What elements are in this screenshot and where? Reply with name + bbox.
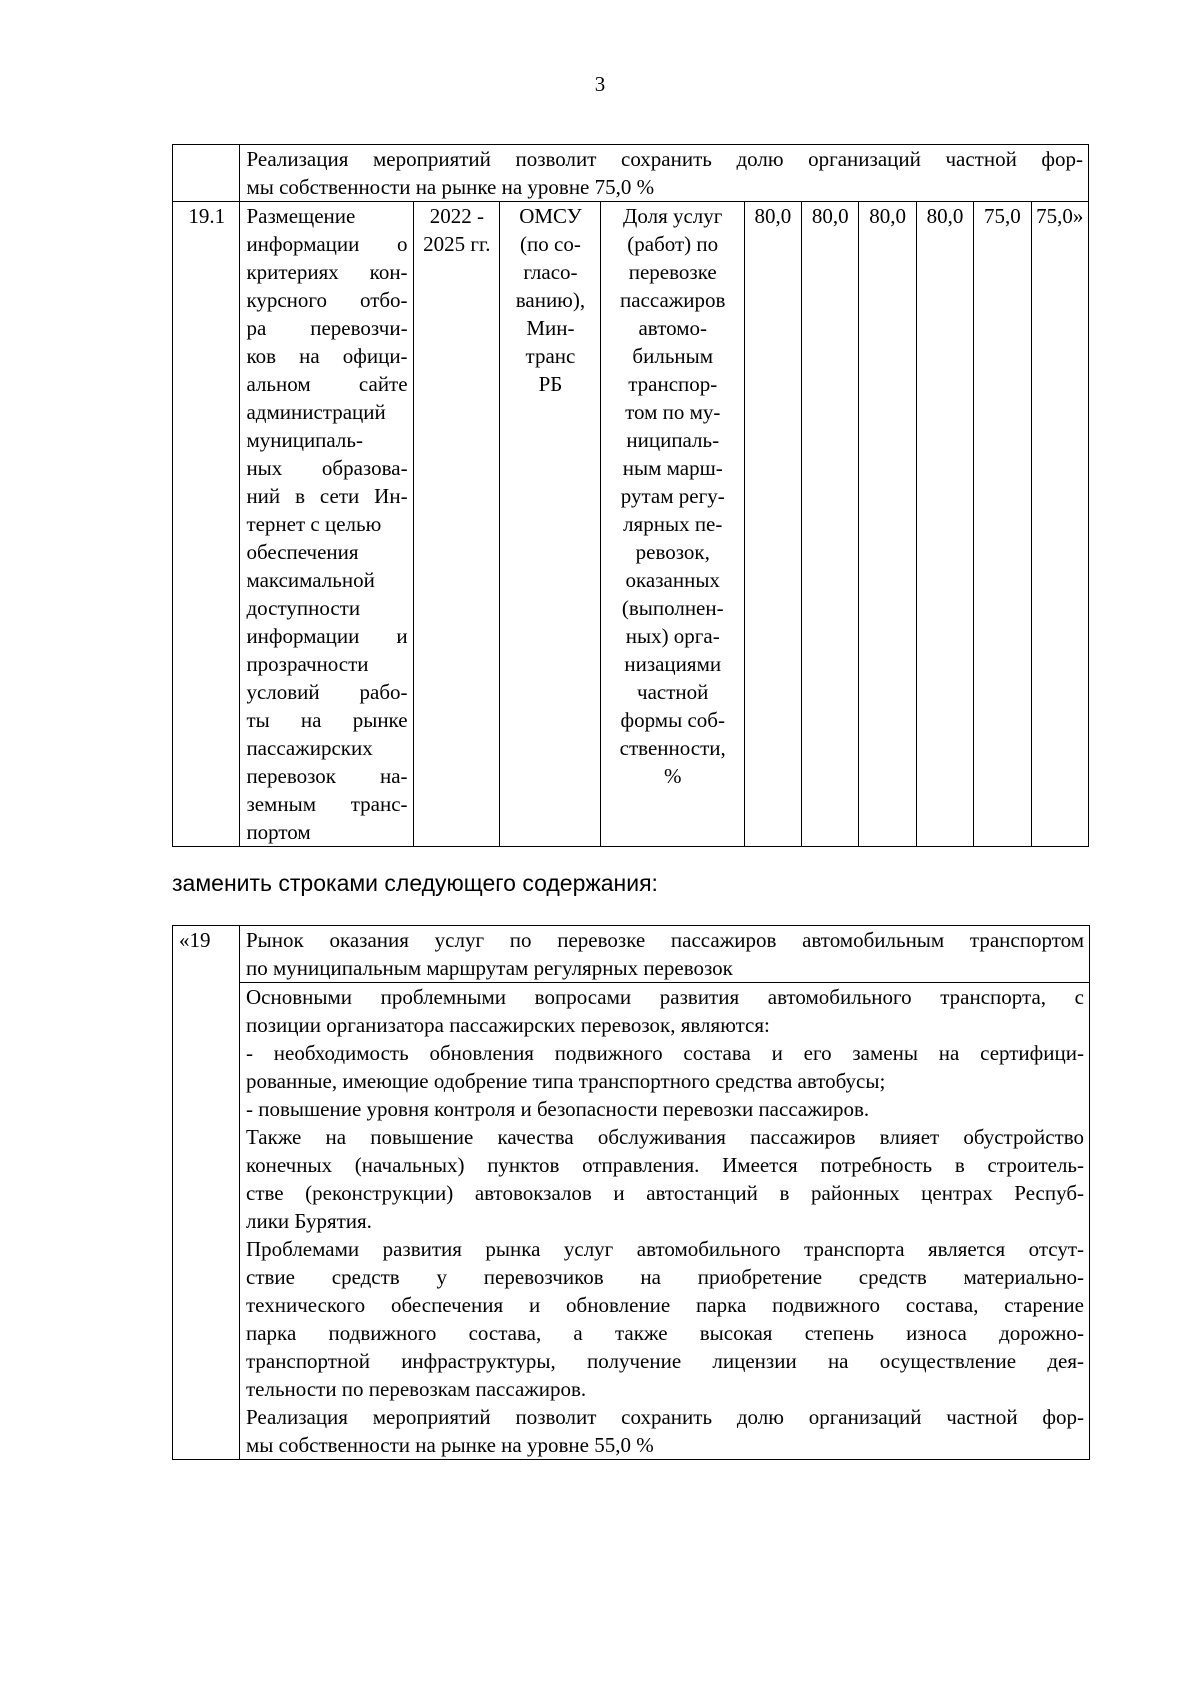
activity-line: ний в сети Ин- xyxy=(246,484,408,508)
indicator-line: том по му- xyxy=(625,400,721,424)
activity-line: перевозок на- xyxy=(246,764,408,788)
activity-line: муниципаль- xyxy=(246,428,363,452)
activity-line: ных образова- xyxy=(246,456,408,480)
body-line: - повышение уровня контроля и безопасности перевозки пассажиров. xyxy=(246,1097,870,1121)
activity-line: пассажирских xyxy=(246,736,373,760)
body-line: Реализация мероприятий позволит сохранить долю организаций частной фор- xyxy=(246,1405,1084,1429)
title-cell xyxy=(240,926,1090,983)
title-line: по муниципальным маршрутам регулярных перевозок xyxy=(246,956,733,980)
body-line: стве (реконструкции) автовокзалов и автостанций в районных центрах Респуб- xyxy=(246,1181,1084,1205)
page-number: 3 xyxy=(594,72,606,96)
indicator-line: автомо- xyxy=(638,316,707,340)
indicator-cell xyxy=(600,202,744,847)
activity-line: информации и xyxy=(246,624,408,648)
executor-line: ванию), xyxy=(515,288,586,312)
body-line: рованные, имеющие одобрение типа транспортного средства автобусы; xyxy=(246,1069,886,1093)
title-line: Рынок оказания услуг по перевозке пассажиров автомобильным транспортом xyxy=(246,928,1084,952)
indicator-line: (работ) по xyxy=(627,232,719,256)
activity-line: ты на рынке xyxy=(246,708,408,732)
activity-line: критериях кон- xyxy=(246,260,408,284)
body-line: Также на повышение качества обслуживания пассажиров влияет обустройство xyxy=(246,1125,1084,1149)
table-2 xyxy=(172,925,1090,1460)
summary-number-cell xyxy=(173,145,240,202)
body-line: позиции организатора пассажирских перевозок, являются: xyxy=(246,1013,770,1037)
period-cell xyxy=(413,202,500,847)
value-cell-6: 75,0» xyxy=(1031,202,1089,847)
activity-line: ков на офици- xyxy=(246,344,408,368)
body-line: Основными проблемными вопросами развития автомобильного транспорта, с xyxy=(246,985,1084,1009)
executor-cell xyxy=(500,202,601,847)
body-line: технического обеспечения и обновление парка подвижного состава, старение xyxy=(246,1293,1084,1317)
value-cell-3: 80,0 xyxy=(859,202,916,847)
value-cell-1: 80,0 xyxy=(744,202,801,847)
value-cell-5: 75,0 xyxy=(974,202,1031,847)
summary-line: Реализация мероприятий позволит сохранить долю организаций частной фор- xyxy=(246,147,1083,171)
indicator-line: пассажиров xyxy=(620,288,726,312)
title-row xyxy=(173,926,1090,983)
activity-line: условий рабо- xyxy=(246,680,408,704)
activity-line: информации о xyxy=(246,232,408,256)
body-line: тельности по перевозкам пассажиров. xyxy=(246,1377,587,1401)
indicator-line: низациями xyxy=(624,652,722,676)
indicator-line: перевозке xyxy=(628,260,717,284)
body-line: - необходимость обновления подвижного состава и его замены на сертифици- xyxy=(246,1041,1084,1065)
indicator-line: лярных пе- xyxy=(623,512,723,536)
indicator-line: ным марш- xyxy=(622,456,723,480)
body-line: конечных (начальных) пунктов отправления. Имеется потребность в строитель- xyxy=(246,1153,1084,1177)
summary-line: мы собственности на рынке на уровне 75,0 % xyxy=(246,175,655,199)
row-number: 19.1 xyxy=(173,202,240,847)
period-line: 2022 - xyxy=(429,204,484,228)
indicator-line: (выполнен- xyxy=(621,596,724,620)
indicator-line: бильным xyxy=(632,344,714,368)
activity-line: земным транс- xyxy=(246,792,408,816)
indicator-line: транспор- xyxy=(628,372,718,396)
indicator-line: формы соб- xyxy=(620,708,725,732)
activity-cell xyxy=(240,202,413,847)
body-line: ствие средств у перевозчиков на приобретение средств материально- xyxy=(246,1265,1084,1289)
activity-line: администраций xyxy=(246,400,386,424)
row-number: «19 xyxy=(173,926,240,1460)
executor-line: ОМСУ xyxy=(519,204,582,228)
executor-line: Мин- xyxy=(526,316,575,340)
body-line: транспортной инфраструктуры, получение лицензии на осуществление дея- xyxy=(246,1349,1084,1373)
value-cell-2: 80,0 xyxy=(802,202,859,847)
intro-text: заменить строками следующего содержания: xyxy=(172,870,658,896)
activity-line: Размещение xyxy=(246,204,356,228)
activity-line: тернет с целью xyxy=(246,512,382,536)
activity-line: курсного отбо- xyxy=(246,288,408,312)
table-1 xyxy=(172,144,1089,847)
activity-line: ра перевозчи- xyxy=(246,316,408,340)
indicator-line: ниципаль- xyxy=(626,428,720,452)
indicator-line: рутам регу- xyxy=(620,484,725,508)
indicator-line: ных) орга- xyxy=(625,624,720,648)
executor-line: транс xyxy=(525,344,576,368)
activity-line: максимальной xyxy=(246,568,375,592)
body-cell xyxy=(240,983,1090,1460)
indicator-line: ревозок, xyxy=(635,540,710,564)
body-line: мы собственности на рынке на уровне 55,0 % xyxy=(246,1433,654,1457)
body-line: Проблемами развития рынка услуг автомобильного транспорта является отсут- xyxy=(246,1237,1084,1261)
table-row xyxy=(173,202,1089,847)
indicator-line: ственности, xyxy=(619,736,726,760)
summary-cell xyxy=(240,145,1089,202)
executor-line: гласо- xyxy=(523,260,578,284)
indicator-line: % xyxy=(663,764,682,788)
indicator-line: частной xyxy=(637,680,709,704)
value-cell-4: 80,0 xyxy=(916,202,973,847)
body-line: лики Бурятия. xyxy=(246,1209,372,1233)
executor-line: (по со- xyxy=(520,232,581,256)
activity-line: обеспечения xyxy=(246,540,359,564)
activity-line: прозрачности xyxy=(246,652,369,676)
summary-row xyxy=(173,145,1089,202)
activity-line: доступности xyxy=(246,596,361,620)
activity-line: портом xyxy=(246,820,311,844)
indicator-line: Доля услуг xyxy=(623,204,723,228)
period-line: 2025 гг. xyxy=(423,232,491,256)
body-line: парка подвижного состава, а также высокая степень износа дорожно- xyxy=(246,1321,1084,1345)
executor-line: РБ xyxy=(538,372,563,396)
body-row xyxy=(173,983,1090,1460)
indicator-line: оказанных xyxy=(625,568,720,592)
activity-line: альном сайте xyxy=(246,372,408,396)
